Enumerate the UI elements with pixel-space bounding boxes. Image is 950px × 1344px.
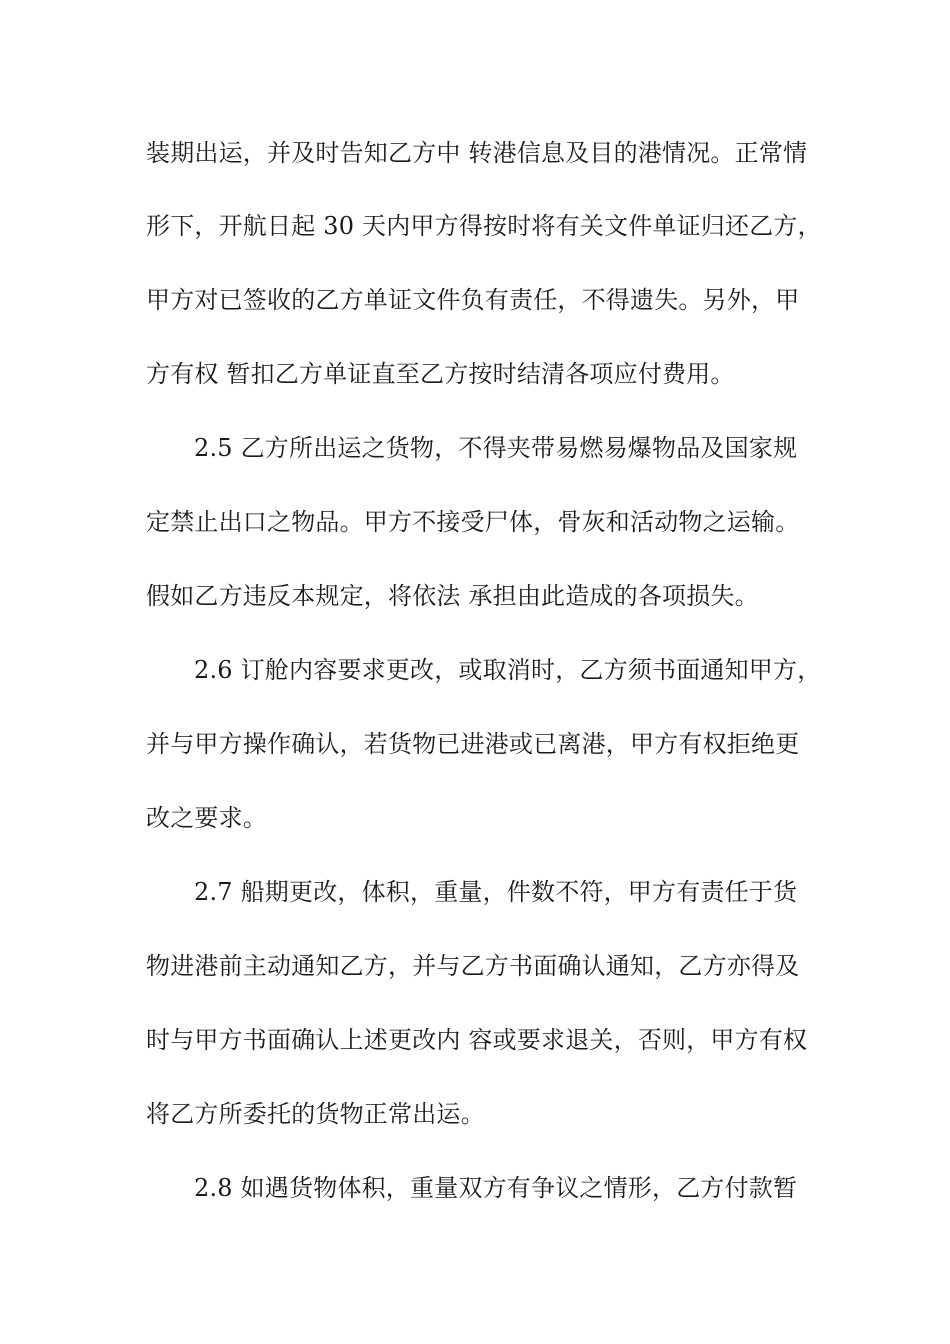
text-line: 装期出运，并及时告知乙方中 转港信息及目的港情况。正常情 — [146, 139, 808, 167]
text-line: 物进港前主动通知乙方，并与乙方书面确认通知，乙方亦得及 — [146, 952, 800, 980]
text-line: 甲方对已签收的乙方单证文件负有责任，不得遗失。另外，甲 — [146, 286, 800, 314]
paragraph-2-5-start: 2.5 乙方所出运之货物，不得夹带易燃易爆物品及国家规 — [194, 434, 798, 462]
text-line: 形下，开航日起 30 天内甲方得按时将有关文件单证归还乙方， — [146, 212, 822, 240]
text-line: 改之要求。 — [146, 804, 267, 832]
paragraph-2-6-start: 2.6 订舱内容要求更改，或取消时，乙方须书面通知甲方， — [194, 656, 822, 684]
text-line: 假如乙方违反本规定，将依法 承担由此造成的各项损失。 — [146, 582, 759, 610]
paragraph-2-7-start: 2.7 船期更改，体积，重量，件数不符，甲方有责任于货 — [194, 878, 798, 906]
paragraph-2-8-start: 2.8 如遇货物体积，重量双方有争议之情形，乙方付款暂 — [194, 1174, 798, 1202]
text-line: 将乙方所委托的货物正常出运。 — [146, 1100, 485, 1128]
text-line: 定禁止出口之物品。甲方不接受尸体，骨灰和活动物之运输。 — [146, 508, 800, 536]
text-line: 并与甲方操作确认，若货物已进港或已离港，甲方有权拒绝更 — [146, 730, 800, 758]
text-line: 时与甲方书面确认上述更改内 容或要求退关，否则，甲方有权 — [146, 1026, 808, 1054]
text-line: 方有权 暂扣乙方单证直至乙方按时结清各项应付费用。 — [146, 360, 735, 388]
